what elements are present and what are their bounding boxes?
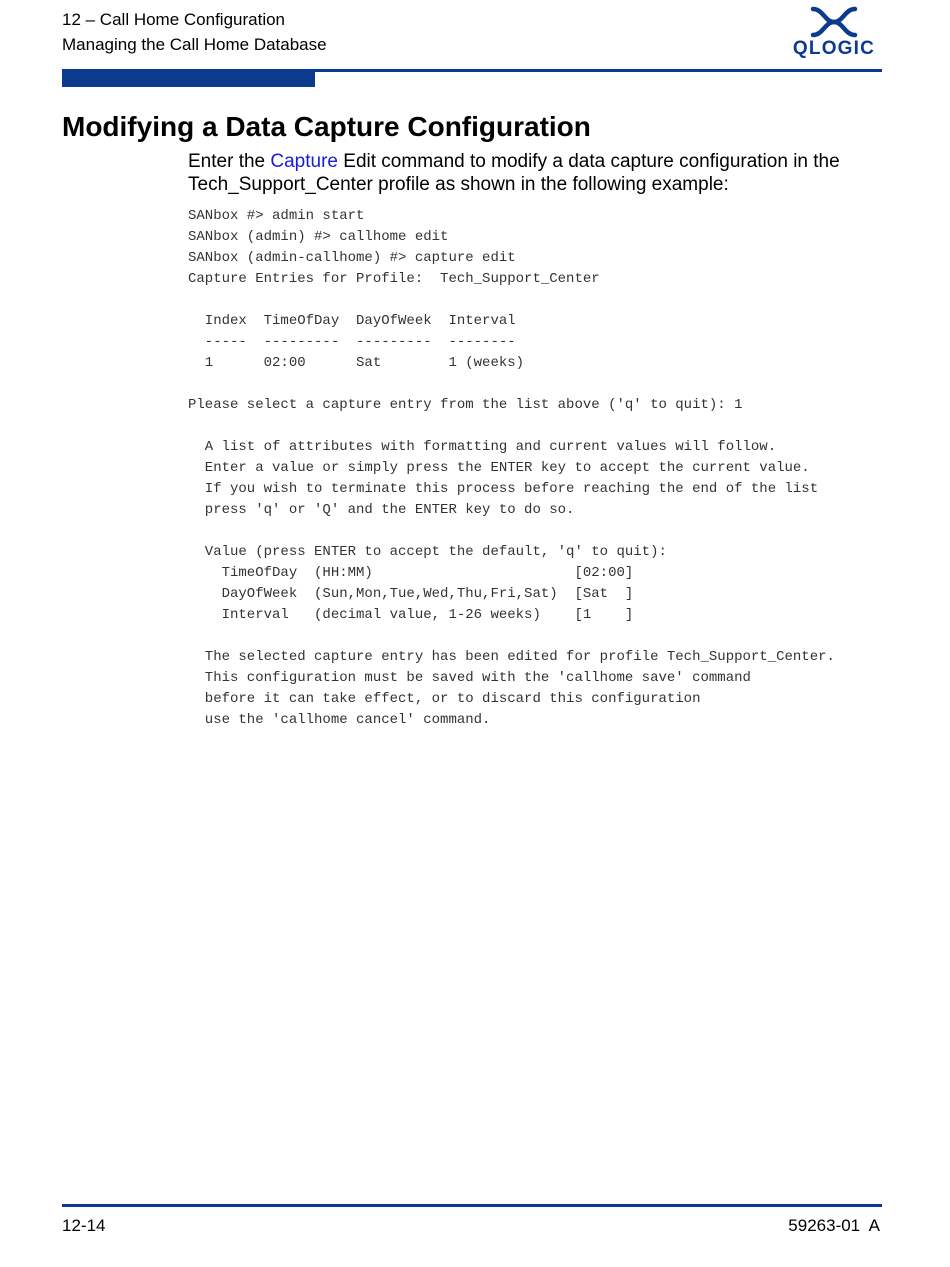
code-line: press 'q' or 'Q' and the ENTER key to do so. <box>188 502 575 518</box>
running-header-chapter: 12 – Call Home Configuration <box>62 10 286 29</box>
code-line: SANbox (admin-callhome) #> capture edit <box>188 250 516 266</box>
code-line: This configuration must be saved with the 'callhome save' command <box>188 670 751 686</box>
page-number: 12-14 <box>62 1216 106 1235</box>
code-line: TimeOfDay (HH:MM) [02:00] <box>188 565 634 581</box>
code-line: Index TimeOfDay DayOfWeek Interval <box>188 313 516 329</box>
header-accent-bar <box>62 72 315 87</box>
code-line: before it can take effect, or to discard this configuration <box>188 691 701 707</box>
qlogic-mark-icon <box>789 6 879 38</box>
code-line: A list of attributes with formatting and current values will follow. <box>188 439 777 455</box>
intro-paragraph <box>188 150 878 196</box>
code-line: Capture Entries for Profile: Tech_Support_Center <box>188 271 600 287</box>
logo-wordmark: QLOGIC <box>792 38 876 59</box>
code-line: Value (press ENTER to accept the default, 'q' to quit): <box>188 544 667 560</box>
code-line: The selected capture entry has been edited for profile Tech_Support_Center. <box>188 649 835 665</box>
running-header-section: Managing the Call Home Database <box>62 35 327 54</box>
code-line: DayOfWeek (Sun,Mon,Tue,Wed,Thu,Fri,Sat) [Sat ] <box>188 586 634 602</box>
intro-suffix: Edit command to modify a data capture configuration in the Tech_Support_Center profile as shown in the following example: <box>188 151 840 195</box>
section-title: Modifying a Data Capture Configuration <box>62 111 591 142</box>
code-line: Please select a capture entry from the list above ('q' to quit): 1 <box>188 397 743 413</box>
code-line: SANbox (admin) #> callhome edit <box>188 229 449 245</box>
cli-example-block <box>188 206 835 731</box>
code-line: Interval (decimal value, 1-26 weeks) [1 ] <box>188 607 634 623</box>
footer-rule <box>62 1204 882 1207</box>
document-id: 59263-01 A <box>788 1216 880 1235</box>
intro-prefix: Enter the <box>188 151 271 172</box>
code-line: 1 02:00 Sat 1 (weeks) <box>188 355 525 371</box>
qlogic-logo <box>789 6 879 62</box>
capture-command-link[interactable]: Capture <box>270 151 338 172</box>
code-line: ----- --------- --------- -------- <box>188 334 516 350</box>
code-line: If you wish to terminate this process before reaching the end of the list <box>188 481 819 497</box>
code-line: use the 'callhome cancel' command. <box>188 712 491 728</box>
code-line: Enter a value or simply press the ENTER key to accept the current value. <box>188 460 810 476</box>
code-line: SANbox #> admin start <box>188 208 365 224</box>
